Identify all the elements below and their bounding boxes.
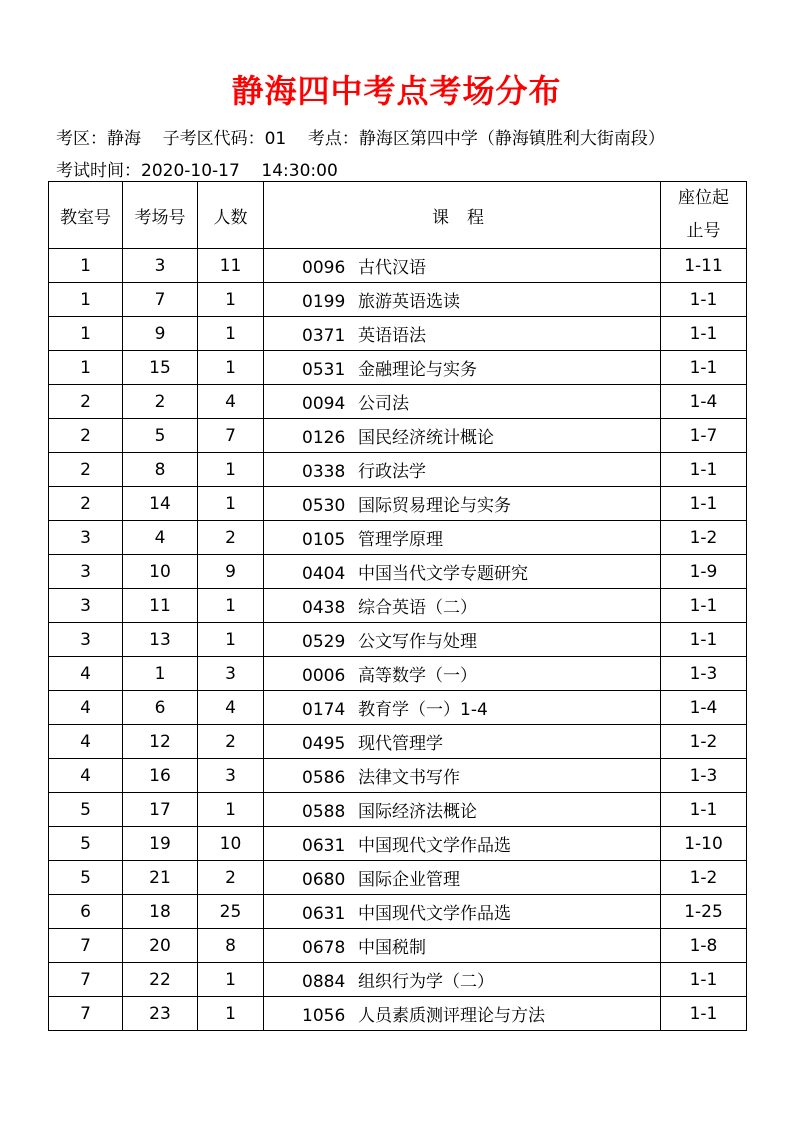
cell-course — [264, 351, 661, 385]
header-seats-line1: 座位起 — [678, 188, 729, 208]
cell-course — [264, 385, 661, 419]
cell-classroom: 1 — [49, 283, 123, 317]
cell-course — [264, 317, 661, 351]
cell-course — [264, 453, 661, 487]
cell-course — [264, 895, 661, 929]
cell-seats: 1-10 — [661, 827, 747, 861]
course-code: 0199 — [302, 292, 346, 312]
cell-room: 21 — [123, 861, 198, 895]
course-code: 0338 — [302, 462, 346, 482]
cell-room: 17 — [123, 793, 198, 827]
cell-course — [264, 691, 661, 725]
table-row — [49, 453, 747, 487]
course-name: 行政法学 — [358, 462, 426, 482]
course-code: 0006 — [302, 666, 346, 686]
cell-room: 16 — [123, 759, 198, 793]
cell-room: 20 — [123, 929, 198, 963]
table-row — [49, 827, 747, 861]
cell-course — [264, 793, 661, 827]
page-title: 静海四中考点考场分布 — [231, 72, 562, 110]
course-code: 0105 — [302, 530, 346, 550]
cell-seats: 1-1 — [661, 623, 747, 657]
cell-course — [264, 419, 661, 453]
cell-room: 15 — [123, 351, 198, 385]
cell-count: 1 — [198, 997, 264, 1031]
course-code: 0631 — [302, 904, 346, 924]
table-row — [49, 385, 747, 419]
table-body — [49, 249, 747, 1031]
cell-count: 3 — [198, 657, 264, 691]
table-row — [49, 317, 747, 351]
cell-room: 6 — [123, 691, 198, 725]
cell-count: 2 — [198, 861, 264, 895]
cell-seats: 1-3 — [661, 759, 747, 793]
cell-classroom: 1 — [49, 317, 123, 351]
cell-count: 1 — [198, 589, 264, 623]
table-row — [49, 759, 747, 793]
course-name: 公文写作与处理 — [358, 632, 477, 652]
table-row — [49, 929, 747, 963]
course-name: 国民经济统计概论 — [358, 428, 494, 448]
table-row — [49, 997, 747, 1031]
cell-seats: 1-7 — [661, 419, 747, 453]
cell-seats: 1-1 — [661, 793, 747, 827]
course-name: 综合英语（二） — [358, 598, 477, 618]
cell-classroom: 3 — [49, 521, 123, 555]
course-name: 旅游英语选读 — [358, 292, 460, 312]
cell-room: 7 — [123, 283, 198, 317]
cell-count: 1 — [198, 351, 264, 385]
cell-room: 2 — [123, 385, 198, 419]
cell-seats: 1-25 — [661, 895, 747, 929]
course-name: 高等数学（一） — [358, 666, 477, 686]
cell-seats: 1-2 — [661, 725, 747, 759]
cell-room: 22 — [123, 963, 198, 997]
header-seats-line2: 止号 — [686, 221, 721, 241]
course-name: 现代管理学 — [358, 734, 443, 754]
cell-classroom: 1 — [49, 351, 123, 385]
course-name: 中国税制 — [358, 938, 426, 958]
course-name: 人员素质测评理论与方法 — [358, 1006, 545, 1026]
cell-seats: 1-2 — [661, 861, 747, 895]
course-name: 古代汉语 — [358, 258, 426, 278]
table-row — [49, 657, 747, 691]
course-name: 国际贸易理论与实务 — [358, 496, 511, 516]
cell-room: 1 — [123, 657, 198, 691]
cell-classroom: 6 — [49, 895, 123, 929]
course-code: 0438 — [302, 598, 346, 618]
cell-seats: 1-11 — [661, 249, 747, 283]
course-name: 英语语法 — [358, 326, 426, 346]
cell-seats: 1-3 — [661, 657, 747, 691]
cell-seats: 1-1 — [661, 283, 747, 317]
cell-course — [264, 657, 661, 691]
table-row — [49, 351, 747, 385]
course-name: 国际经济法概论 — [358, 802, 477, 822]
cell-course — [264, 759, 661, 793]
table-row — [49, 521, 747, 555]
cell-count: 1 — [198, 317, 264, 351]
table-row — [49, 725, 747, 759]
table-row — [49, 895, 747, 929]
course-name: 管理学原理 — [358, 530, 443, 550]
course-name: 中国当代文学专题研究 — [358, 564, 528, 584]
course-code: 0529 — [302, 632, 346, 652]
cell-room: 5 — [123, 419, 198, 453]
cell-room: 12 — [123, 725, 198, 759]
header-classroom: 教室号 — [49, 182, 123, 249]
cell-seats: 1-8 — [661, 929, 747, 963]
cell-count: 25 — [198, 895, 264, 929]
course-name: 中国现代文学作品选 — [358, 904, 511, 924]
course-code: 0371 — [302, 326, 346, 346]
cell-count: 2 — [198, 725, 264, 759]
cell-classroom: 7 — [49, 929, 123, 963]
cell-course — [264, 827, 661, 861]
table-row — [49, 487, 747, 521]
cell-course — [264, 997, 661, 1031]
table-row — [49, 691, 747, 725]
course-code: 0096 — [302, 258, 346, 278]
cell-room: 9 — [123, 317, 198, 351]
cell-classroom: 2 — [49, 419, 123, 453]
cell-classroom: 5 — [49, 793, 123, 827]
table-row — [49, 861, 747, 895]
table-row — [49, 555, 747, 589]
cell-course — [264, 521, 661, 555]
cell-seats: 1-1 — [661, 963, 747, 997]
cell-classroom: 2 — [49, 453, 123, 487]
cell-count: 1 — [198, 487, 264, 521]
course-name: 教育学（一）1-4 — [358, 700, 488, 720]
course-code: 0126 — [302, 428, 346, 448]
cell-room: 8 — [123, 453, 198, 487]
course-code: 0631 — [302, 836, 346, 856]
cell-course — [264, 283, 661, 317]
cell-count: 2 — [198, 521, 264, 555]
cell-classroom: 7 — [49, 963, 123, 997]
course-code: 0680 — [302, 870, 346, 890]
course-code: 0495 — [302, 734, 346, 754]
cell-seats: 1-4 — [661, 691, 747, 725]
cell-count: 1 — [198, 623, 264, 657]
course-code: 0884 — [302, 972, 346, 992]
course-code: 1056 — [302, 1006, 346, 1026]
cell-course — [264, 589, 661, 623]
cell-count: 3 — [198, 759, 264, 793]
cell-classroom: 5 — [49, 827, 123, 861]
header-count: 人数 — [198, 182, 264, 249]
cell-seats: 1-4 — [661, 385, 747, 419]
cell-classroom: 4 — [49, 657, 123, 691]
cell-room: 10 — [123, 555, 198, 589]
course-code: 0530 — [302, 496, 346, 516]
table-row — [49, 283, 747, 317]
cell-room: 11 — [123, 589, 198, 623]
cell-room: 4 — [123, 521, 198, 555]
cell-room: 18 — [123, 895, 198, 929]
cell-seats: 1-1 — [661, 453, 747, 487]
cell-course — [264, 623, 661, 657]
cell-course — [264, 725, 661, 759]
cell-course — [264, 249, 661, 283]
table-row — [49, 793, 747, 827]
cell-count: 11 — [198, 249, 264, 283]
cell-seats: 1-1 — [661, 997, 747, 1031]
cell-classroom: 2 — [49, 487, 123, 521]
cell-classroom: 4 — [49, 725, 123, 759]
cell-count: 1 — [198, 453, 264, 487]
cell-count: 4 — [198, 691, 264, 725]
cell-course — [264, 487, 661, 521]
cell-classroom: 2 — [49, 385, 123, 419]
cell-seats: 1-9 — [661, 555, 747, 589]
cell-classroom: 3 — [49, 623, 123, 657]
table-row — [49, 249, 747, 283]
table-row — [49, 589, 747, 623]
course-name: 法律文书写作 — [358, 768, 460, 788]
header-room: 考场号 — [123, 182, 198, 249]
cell-classroom: 7 — [49, 997, 123, 1031]
table-header-row — [49, 182, 747, 249]
course-code: 0174 — [302, 700, 346, 720]
cell-classroom: 3 — [49, 589, 123, 623]
cell-course — [264, 963, 661, 997]
cell-count: 10 — [198, 827, 264, 861]
course-code: 0588 — [302, 802, 346, 822]
cell-seats: 1-1 — [661, 589, 747, 623]
cell-classroom: 1 — [49, 249, 123, 283]
course-code: 0404 — [302, 564, 346, 584]
cell-course — [264, 555, 661, 589]
cell-classroom: 3 — [49, 555, 123, 589]
cell-room: 13 — [123, 623, 198, 657]
exam-room-table — [48, 181, 747, 1031]
course-name: 国际企业管理 — [358, 870, 460, 890]
table-row — [49, 419, 747, 453]
cell-room: 14 — [123, 487, 198, 521]
cell-course — [264, 929, 661, 963]
cell-seats: 1-1 — [661, 317, 747, 351]
cell-course — [264, 861, 661, 895]
course-code: 0531 — [302, 360, 346, 380]
cell-count: 7 — [198, 419, 264, 453]
cell-seats: 1-1 — [661, 487, 747, 521]
course-code: 0678 — [302, 938, 346, 958]
cell-count: 1 — [198, 283, 264, 317]
cell-classroom: 5 — [49, 861, 123, 895]
cell-count: 1 — [198, 963, 264, 997]
cell-seats: 1-2 — [661, 521, 747, 555]
course-name: 组织行为学（二） — [358, 972, 494, 992]
course-name: 公司法 — [358, 394, 409, 414]
cell-seats: 1-1 — [661, 351, 747, 385]
cell-room: 23 — [123, 997, 198, 1031]
course-name: 金融理论与实务 — [358, 360, 477, 380]
table-row — [49, 963, 747, 997]
cell-classroom: 4 — [49, 759, 123, 793]
cell-count: 4 — [198, 385, 264, 419]
cell-classroom: 4 — [49, 691, 123, 725]
cell-count: 9 — [198, 555, 264, 589]
course-code: 0094 — [302, 394, 346, 414]
exam-time-info: 考试时间：2020-10-17 14:30:00 — [56, 161, 338, 181]
course-code: 0586 — [302, 768, 346, 788]
cell-room: 3 — [123, 249, 198, 283]
table-row — [49, 623, 747, 657]
cell-count: 8 — [198, 929, 264, 963]
header-course: 课程 — [264, 182, 661, 249]
cell-room: 19 — [123, 827, 198, 861]
cell-count: 1 — [198, 793, 264, 827]
course-name: 中国现代文学作品选 — [358, 836, 511, 856]
exam-site-info: 考区：静海 子考区代码：01 考点：静海区第四中学（静海镇胜利大街南段） — [56, 129, 665, 149]
header-seats — [661, 182, 747, 249]
